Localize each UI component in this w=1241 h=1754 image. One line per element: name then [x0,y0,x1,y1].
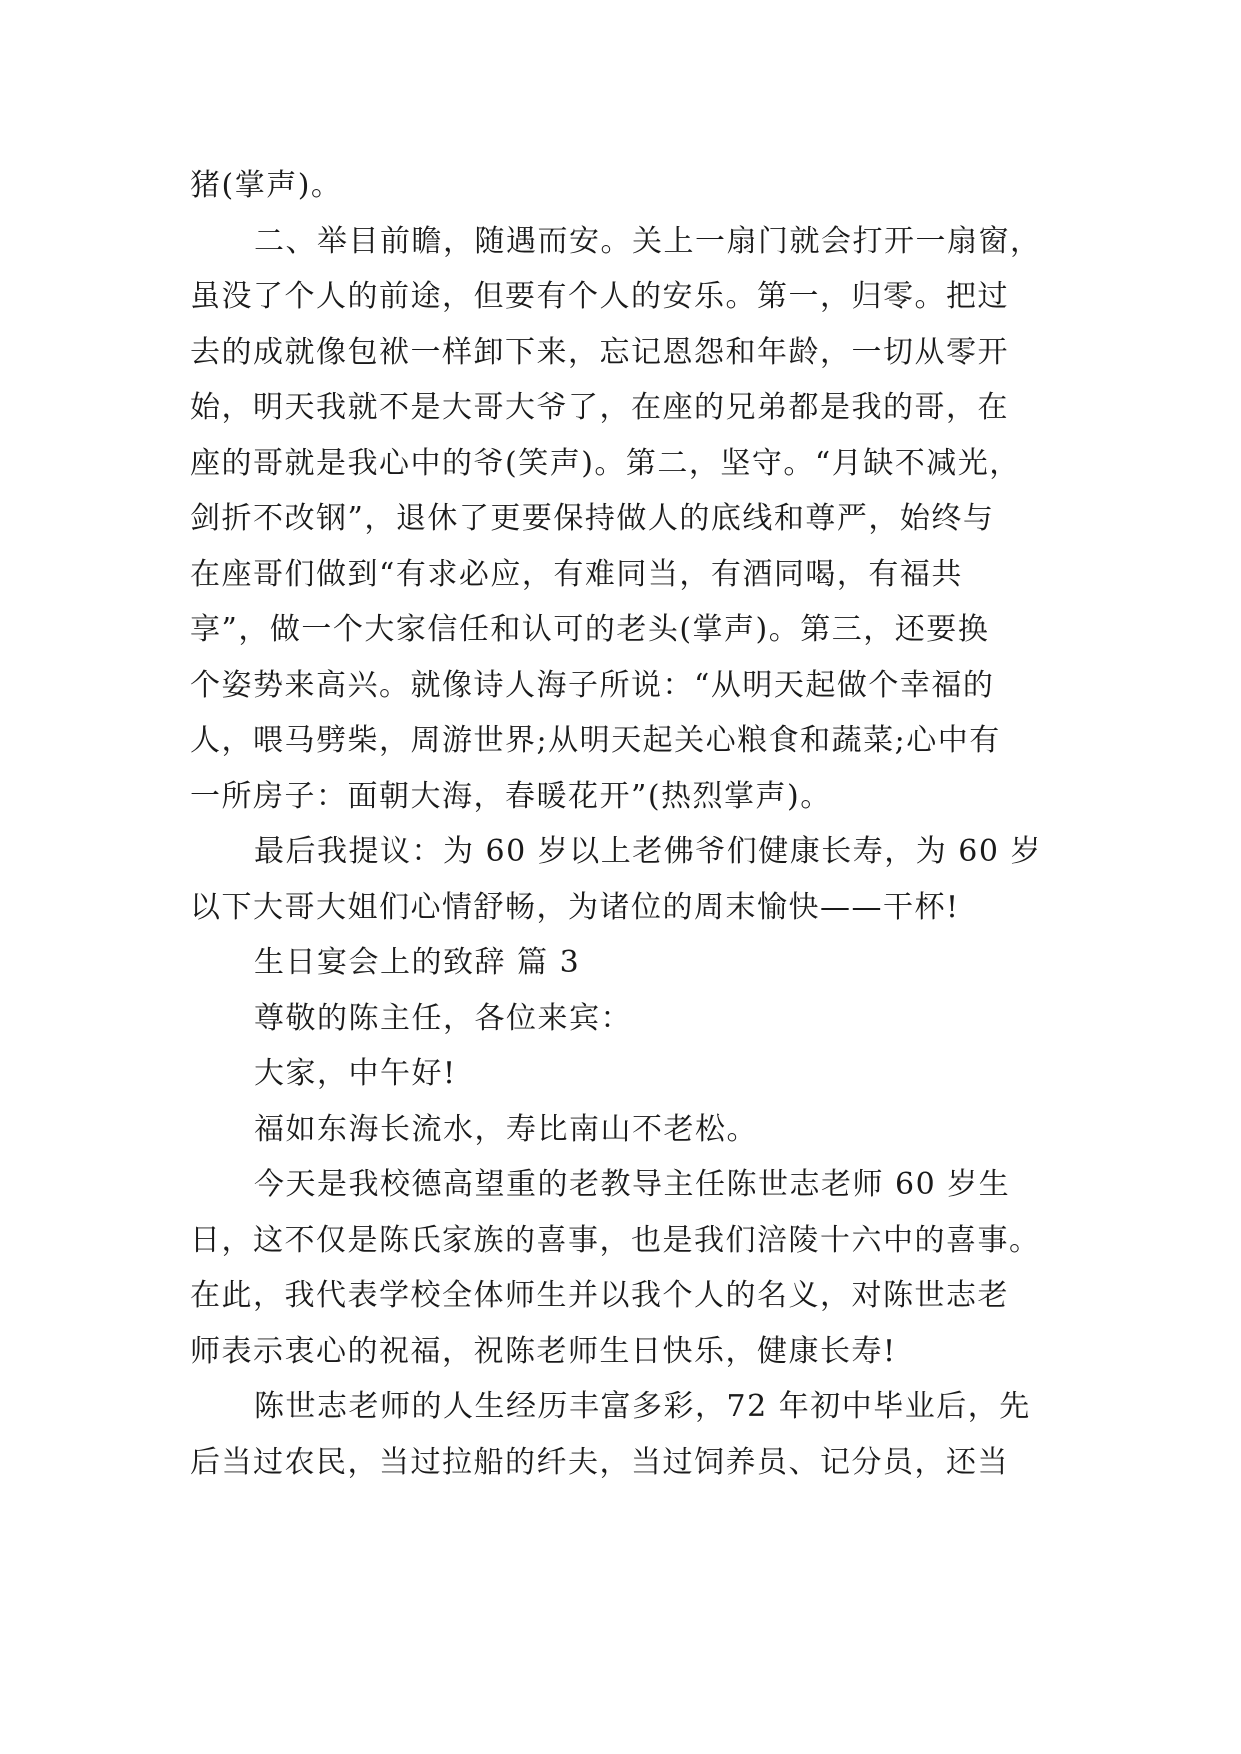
text-line: 最后我提议：为 60 岁以上老佛爷们健康长寿，为 60 岁 [254,834,1042,869]
text-line: 虽没了个人的前途，但要有个人的安乐。第一，归零。把过 [190,279,1009,314]
text-line: 大家，中午好! [254,1056,457,1091]
text-line: 去的成就像包袱一样卸下来，忘记恩怨和年龄，一切从零开 [190,334,1009,370]
text-line: 陈世志老师的人生经历丰富多彩，72 年初中毕业后，先 [254,1389,1031,1424]
text-line: 福如东海长流水，寿比南山不老松。 [254,1111,758,1147]
text-line: 在座哥们做到“有求必应，有难同当，有酒同喝，有福共 [190,556,963,592]
text-line: 个姿势来高兴。就像诗人海子所说：“从明天起做个幸福的 [190,667,995,703]
paragraph-9 [190,1379,1060,1490]
greeting [190,1046,1060,1102]
text-line: 剑折不改钢”，退休了更要保持做人的底线和尊严，始终与 [190,501,995,536]
text-line: 猪(掌声)。 [190,168,343,203]
text-line: 在此，我代表学校全体师生并以我个人的名义，对陈世志老 [190,1278,1009,1313]
text-line: 座的哥就是我心中的爷(笑声)。第二，坚守。“月缺不减光， [190,445,1021,481]
paragraph-3 [190,824,1060,935]
section-heading [190,935,1060,991]
text-line: 人，喂马劈柴，周游世界;从明天起关心粮食和蔬菜;心中有 [190,723,1001,758]
text-line: 师表示衷心的祝福，祝陈老师生日快乐，健康长寿! [190,1333,897,1369]
paragraph-8 [190,1157,1060,1379]
paragraph-1 [190,158,1060,214]
text-line: 尊敬的陈主任，各位来宾： [254,1000,632,1036]
text-line: 一所房子：面朝大海，春暖花开”(热烈掌声)。 [190,778,832,814]
text-line: 二、举目前瞻，随遇而安。关上一扇门就会打开一扇窗， [254,223,1042,259]
text-line: 后当过农民，当过拉船的纤夫，当过饲养员、记分员，还当 [190,1444,1009,1480]
document-body [190,158,1060,1490]
text-line: 以下大哥大姐们心情舒畅，为诸位的周末愉快——干杯! [190,889,960,925]
blessing-verse [190,1102,1060,1158]
text-line: 始，明天我就不是大哥大爷了，在座的兄弟都是我的哥，在 [190,390,1009,425]
paragraph-2 [190,214,1060,825]
text-line: 日，这不仅是陈氏家族的喜事，也是我们涪陵十六中的喜事。 [190,1222,1041,1258]
text-line: 享”，做一个大家信任和认可的老头(掌声)。第三，还要换 [190,612,990,647]
text-line: 今天是我校德高望重的老教导主任陈世志老师 60 岁生 [254,1167,1011,1202]
salutation [190,991,1060,1047]
text-line: 生日宴会上的致辞 篇 3 [254,945,581,980]
